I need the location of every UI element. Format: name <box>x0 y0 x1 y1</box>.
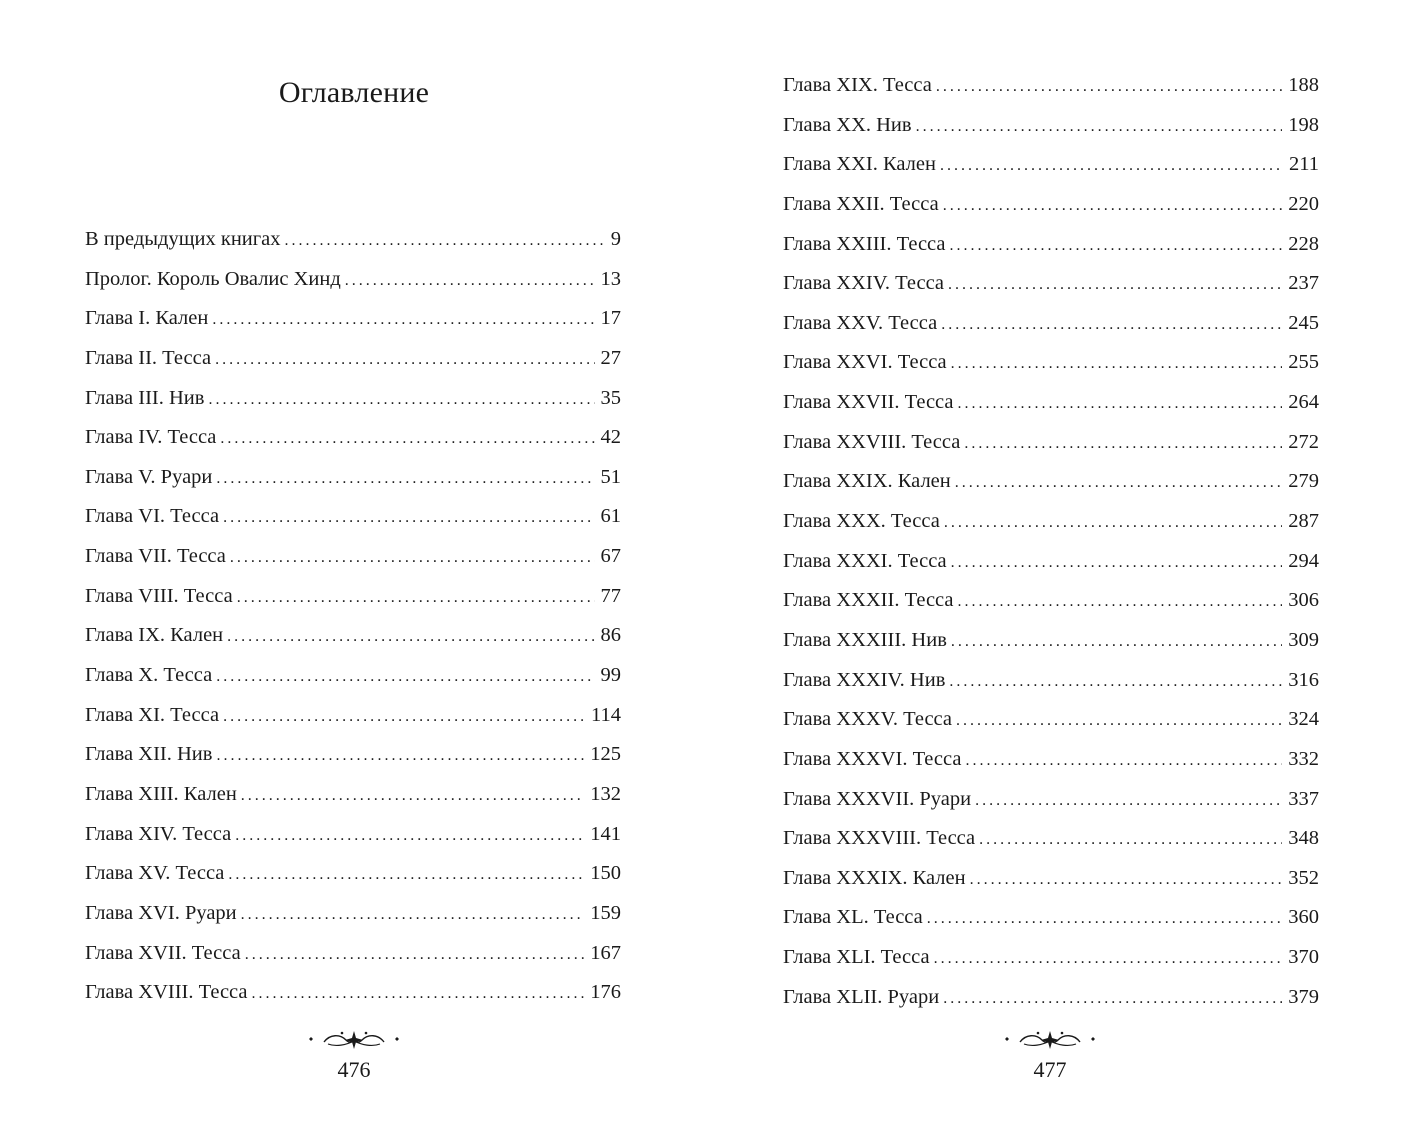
toc-entry[interactable] <box>783 510 1319 550</box>
toc-entry[interactable] <box>783 867 1319 907</box>
toc-entry[interactable] <box>85 823 621 863</box>
toc-entry[interactable] <box>783 470 1319 510</box>
toc-entry-label: Глава XIV. Тесса <box>85 822 232 845</box>
toc-entry-page: 159 <box>590 901 621 924</box>
toc-entry-label: Глава XXXI. Тесса <box>783 549 947 572</box>
toc-entry[interactable] <box>85 862 621 902</box>
toc-entry-label: Глава XV. Тесса <box>85 862 225 885</box>
toc-entry[interactable] <box>783 391 1319 431</box>
toc-entry-page: 287 <box>1288 510 1319 533</box>
toc-entry-label: Глава XIX. Тесса <box>783 74 932 96</box>
toc-entry-page: 264 <box>1288 391 1319 414</box>
toc-entry-page: 167 <box>590 941 621 964</box>
toc-entry[interactable] <box>783 272 1319 312</box>
toc-entry[interactable] <box>85 387 621 427</box>
dot-leader <box>936 78 1282 96</box>
left-page <box>0 0 703 1125</box>
dot-leader <box>227 628 594 646</box>
toc-entry-page: 309 <box>1288 628 1319 651</box>
dot-leader <box>228 866 584 884</box>
toc-entry-label: Глава VI. Тесса <box>85 505 220 528</box>
toc-entry-label: Глава XXV. Тесса <box>783 311 938 334</box>
toc-entry-page: 141 <box>590 822 621 845</box>
dot-leader <box>956 712 1282 730</box>
toc-list-left <box>85 228 621 1021</box>
dot-leader <box>252 985 585 1003</box>
toc-entry[interactable] <box>783 153 1319 193</box>
toc-entry[interactable] <box>85 505 621 545</box>
toc-entry-page: 228 <box>1288 232 1319 255</box>
dot-leader <box>940 157 1283 175</box>
toc-entry-label: Глава XXXVII. Руари <box>783 787 972 810</box>
toc-entry-page: 337 <box>1288 787 1319 810</box>
toc-entry-label: Глава XXVIII. Тесса <box>783 430 961 453</box>
toc-entry-page: 245 <box>1288 311 1319 334</box>
dot-leader <box>916 118 1283 136</box>
toc-entry-label: Глава XLII. Руари <box>783 985 940 1008</box>
toc-entry-page: 348 <box>1288 827 1319 850</box>
dot-leader <box>934 950 1283 968</box>
toc-entry-page: 352 <box>1288 866 1319 889</box>
toc-entry-label: Глава XXXIX. Кален <box>783 866 966 889</box>
dot-leader <box>241 906 585 924</box>
toc-entry-page: 306 <box>1288 589 1319 612</box>
toc-entry-label: Глава XIII. Кален <box>85 782 237 805</box>
dot-leader <box>220 430 594 448</box>
toc-entry-label: Глава XII. Нив <box>85 743 213 766</box>
flourish-ornament-icon <box>1002 1028 1098 1050</box>
toc-entry-label: Глава XXII. Тесса <box>783 192 939 215</box>
dot-leader <box>958 593 1283 611</box>
toc-entry-page: 13 <box>600 267 621 290</box>
toc-entry-label: Глава XXXIII. Нив <box>783 628 947 651</box>
toc-entry[interactable] <box>85 664 621 704</box>
toc-entry-label: Пролог. Король Овалис Хинд <box>85 267 341 290</box>
page-title: Оглавление <box>278 76 430 109</box>
toc-entry-page: 220 <box>1288 192 1319 215</box>
toc-entry[interactable] <box>783 550 1319 590</box>
toc-entry-label: Глава IV. Тесса <box>85 426 217 449</box>
toc-entry-page: 316 <box>1288 668 1319 691</box>
dot-leader <box>975 792 1282 810</box>
toc-entry-label: Глава I. Кален <box>85 307 209 330</box>
toc-entry-page: 255 <box>1288 351 1319 374</box>
toc-entry[interactable] <box>85 743 621 783</box>
toc-entry-label: Глава XLI. Тесса <box>783 946 930 969</box>
toc-entry[interactable] <box>783 629 1319 669</box>
toc-entry[interactable] <box>85 268 621 308</box>
toc-entry-label: Глава XXXII. Тесса <box>783 589 954 612</box>
toc-entry-label: Глава XL. Тесса <box>783 906 923 929</box>
toc-entry-label: Глава XVI. Руари <box>85 901 237 924</box>
dot-leader <box>944 514 1282 532</box>
toc-entry[interactable] <box>783 986 1319 1026</box>
toc-entry-page: 86 <box>600 624 621 647</box>
dot-leader <box>216 470 594 488</box>
toc-entry-page: 379 <box>1288 985 1319 1008</box>
dot-leader <box>927 910 1283 928</box>
toc-entry-page: 125 <box>590 743 621 766</box>
dot-leader <box>948 276 1282 294</box>
toc-entry-page: 51 <box>600 465 621 488</box>
dot-leader <box>951 355 1283 373</box>
toc-entry[interactable] <box>783 906 1319 946</box>
toc-entry-page: 294 <box>1288 549 1319 572</box>
toc-list-right <box>783 74 1319 1025</box>
toc-entry-label: Глава XXVI. Тесса <box>783 351 947 374</box>
dot-leader <box>230 549 595 567</box>
dot-leader <box>285 232 605 250</box>
dot-leader <box>345 272 595 290</box>
toc-entry-label: Глава XI. Тесса <box>85 703 220 726</box>
toc-entry[interactable] <box>783 114 1319 154</box>
dot-leader <box>965 752 1282 770</box>
toc-entry[interactable] <box>783 788 1319 828</box>
toc-entry-page: 77 <box>600 584 621 607</box>
dot-leader <box>241 787 584 805</box>
toc-entry[interactable] <box>85 347 621 387</box>
dot-leader <box>223 708 585 726</box>
toc-entry-label: Глава X. Тесса <box>85 664 213 687</box>
toc-entry-page: 27 <box>600 346 621 369</box>
toc-entry-page: 42 <box>600 426 621 449</box>
dot-leader <box>958 395 1283 413</box>
toc-entry[interactable] <box>85 426 621 466</box>
toc-entry-label: Глава XVIII. Тесса <box>85 981 248 1004</box>
dot-leader <box>235 827 584 845</box>
toc-entry[interactable] <box>85 307 621 347</box>
dot-leader <box>223 509 594 527</box>
toc-entry[interactable] <box>85 466 621 506</box>
toc-entry[interactable] <box>783 74 1319 114</box>
toc-entry[interactable] <box>85 902 621 942</box>
flourish-ornament-icon <box>306 1028 402 1050</box>
toc-entry-label: Глава III. Нив <box>85 386 205 409</box>
toc-entry-label: Глава XXVII. Тесса <box>783 391 954 414</box>
dot-leader <box>964 435 1282 453</box>
toc-entry[interactable] <box>783 233 1319 273</box>
toc-entry-page: 99 <box>600 664 621 687</box>
toc-entry-label: Глава XX. Нив <box>783 113 912 136</box>
dot-leader <box>951 633 1282 651</box>
toc-entry-page: 237 <box>1288 272 1319 295</box>
toc-entry-label: Глава VIII. Тесса <box>85 584 233 607</box>
toc-entry-label: Глава VII. Тесса <box>85 545 226 568</box>
dot-leader <box>949 673 1282 691</box>
toc-entry[interactable] <box>783 431 1319 471</box>
toc-entry-page: 198 <box>1288 113 1319 136</box>
right-page <box>703 0 1407 1125</box>
dot-leader <box>216 668 594 686</box>
toc-entry[interactable] <box>783 708 1319 748</box>
toc-entry-page: 114 <box>591 703 621 726</box>
toc-entry-page: 272 <box>1288 430 1319 453</box>
toc-entry-page: 150 <box>590 862 621 885</box>
dot-leader <box>208 391 594 409</box>
toc-entry-page: 324 <box>1288 708 1319 731</box>
toc-entry-label: В предыдущих книгах <box>85 228 281 250</box>
toc-entry-label: Глава XXIX. Кален <box>783 470 951 493</box>
toc-entry[interactable] <box>85 704 621 744</box>
toc-entry[interactable] <box>85 624 621 664</box>
dot-leader <box>955 474 1283 492</box>
toc-entry[interactable] <box>783 589 1319 629</box>
toc-entry-page: 9 <box>610 228 621 250</box>
toc-entry-label: Глава XXXIV. Нив <box>783 668 946 691</box>
toc-entry-page: 132 <box>590 782 621 805</box>
toc-entry[interactable] <box>85 783 621 823</box>
toc-entry-page: 211 <box>1289 153 1319 176</box>
toc-entry-page: 188 <box>1288 74 1319 96</box>
dot-leader <box>941 316 1282 334</box>
toc-entry-page: 35 <box>600 386 621 409</box>
toc-entry[interactable] <box>85 585 621 625</box>
toc-entry-page: 360 <box>1288 906 1319 929</box>
toc-entry-page: 67 <box>600 545 621 568</box>
dot-leader <box>979 831 1282 849</box>
toc-entry[interactable] <box>783 748 1319 788</box>
toc-entry-label: Глава V. Руари <box>85 465 213 488</box>
toc-entry[interactable] <box>783 312 1319 352</box>
toc-entry-label: Глава XXI. Кален <box>783 153 936 176</box>
toc-entry[interactable] <box>85 942 621 982</box>
toc-entry-label: Глава XXXVIII. Тесса <box>783 827 976 850</box>
toc-entry-label: Глава XVII. Тесса <box>85 941 241 964</box>
toc-entry[interactable] <box>783 827 1319 867</box>
toc-entry[interactable] <box>783 193 1319 233</box>
toc-entry-label: Глава XXIV. Тесса <box>783 272 945 295</box>
dot-leader <box>970 871 1283 889</box>
toc-entry[interactable] <box>783 351 1319 391</box>
dot-leader <box>212 311 594 329</box>
dot-leader <box>943 197 1283 215</box>
toc-entry-label: Глава XXXV. Тесса <box>783 708 952 731</box>
toc-entry[interactable] <box>85 981 621 1021</box>
toc-entry[interactable] <box>85 228 621 268</box>
toc-entry[interactable] <box>85 545 621 585</box>
dot-leader <box>237 589 595 607</box>
toc-entry-page: 332 <box>1288 747 1319 770</box>
dot-leader <box>245 946 585 964</box>
toc-entry-label: Глава XXIII. Тесса <box>783 232 946 255</box>
toc-entry-page: 61 <box>600 505 621 528</box>
toc-entry-label: Глава IX. Кален <box>85 624 224 647</box>
dot-leader <box>951 554 1283 572</box>
toc-entry-page: 17 <box>600 307 621 330</box>
toc-entry-page: 370 <box>1288 946 1319 969</box>
toc-entry[interactable] <box>783 946 1319 986</box>
dot-leader <box>943 990 1282 1008</box>
dot-leader <box>216 747 584 765</box>
toc-entry-page: 176 <box>590 981 621 1004</box>
dot-leader <box>950 237 1283 255</box>
toc-entry[interactable] <box>783 669 1319 709</box>
page-number: 476 <box>337 1057 371 1082</box>
page-number: 477 <box>1033 1057 1067 1082</box>
toc-entry-label: Глава XXXVI. Тесса <box>783 747 962 770</box>
toc-entry-page: 279 <box>1288 470 1319 493</box>
toc-entry-label: Глава II. Тесса <box>85 346 212 369</box>
dot-leader <box>215 351 594 369</box>
toc-entry-label: Глава XXX. Тесса <box>783 510 940 533</box>
